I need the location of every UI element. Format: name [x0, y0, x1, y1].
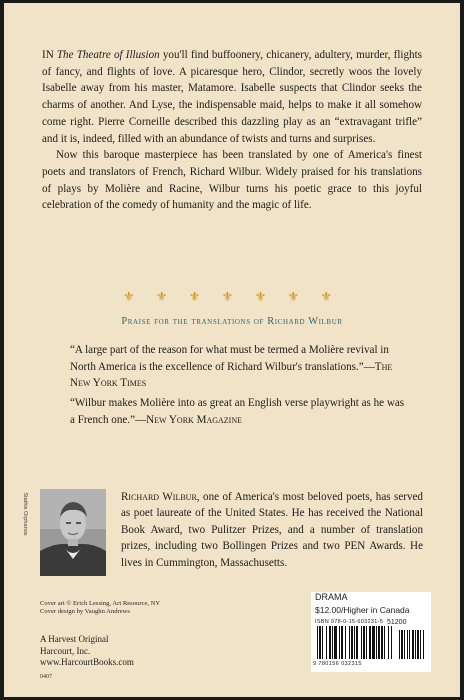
price-label: $12.00/Higher in Canada [315, 605, 410, 615]
cover-credits [40, 600, 160, 617]
author-photo [40, 489, 106, 576]
publisher-website: www.HarcourtBooks.com [40, 657, 134, 668]
blurb-lead: N [45, 49, 57, 61]
photo-credit: Stathis Orphanos [22, 492, 28, 536]
quote-source: —New York Magazine [135, 413, 242, 426]
isbn-text: ISBN 978-0-15-603231-5 [315, 619, 384, 625]
blurb-text-1: you'll find buffoonery, chicanery, adultery, murder, flights of fancy, and flights of love. A picaresque hero, Clindor, secretly woos the lovely Isabelle away from his master, Matamore. Isabelle suspects that Clindor seeks the charms of another. And Lyse, the indispensable maid, helps to make it all somehow come right. Pierre Corneille described this dazzling play as an “extravagant trifle” and it is, indeed, filled with an abundance of twists and turns and surprises. [42, 49, 422, 145]
blurb-paragraph-2: Now this baroque masterpiece has been translated by one of America's finest poets and translators of French, Richard Wilbur. Widely praised for his translations of plays by Molière and Racine, Wilbur turns his poetic grace to this joyful celebration of the comedy of humanity and the magic of life. [42, 149, 422, 212]
cover-art-credit: Cover art © Erich Lessing, Art Resource, NY [40, 600, 161, 607]
print-code: 0407 [40, 674, 52, 680]
bio-text: , one of America's most beloved poets, has served as poet laureate of the United States. He has received the National Book Award, two Pulitzer Prizes, and a number of translation prizes, including two Bollingen Prizes and two PEN Awards. He lives in Cummington, Massachusetts. [121, 491, 423, 569]
author-portrait-image [40, 489, 106, 576]
blurb-paragraph-1 [42, 47, 422, 147]
imprint: A Harvest Original [40, 634, 109, 644]
publisher-name: Harcourt, Inc. [40, 645, 91, 656]
barcode-digits: 9 780156 032315 [313, 661, 362, 667]
quote-text: “Wilbur makes Molière into as great an English verse playwright as he was a French one.” [70, 397, 405, 426]
book-back-cover [4, 3, 460, 697]
barcode-icon [315, 626, 427, 661]
publisher-info [40, 634, 134, 669]
quote-source: —The New York Times [70, 360, 393, 389]
author-name: Richard Wilbur [121, 491, 197, 503]
author-bio [121, 489, 423, 571]
review-quote-1 [70, 342, 410, 392]
barcode-panel [311, 592, 431, 672]
category-label: DRAMA [315, 592, 348, 602]
description-blurb [42, 47, 422, 214]
fleur-de-lis-ornaments: ⚜ ⚜ ⚜ ⚜ ⚜ ⚜ ⚜ [122, 289, 342, 304]
play-title: The Theatre of Illusion [56, 49, 160, 61]
review-quote-2 [70, 395, 410, 428]
drop-cap: I [42, 49, 46, 61]
praise-heading: Praise for the translations of Richard Wilbur [121, 316, 343, 327]
price-addon-code: 51200 [387, 619, 407, 626]
cover-design-credit: Cover design by Vaughn Andrews [40, 608, 130, 616]
quote-text: “A large part of the reason for what must be termed a Molière revival in North America is the excellence of Richard Wilbur's translations.” [70, 344, 389, 373]
